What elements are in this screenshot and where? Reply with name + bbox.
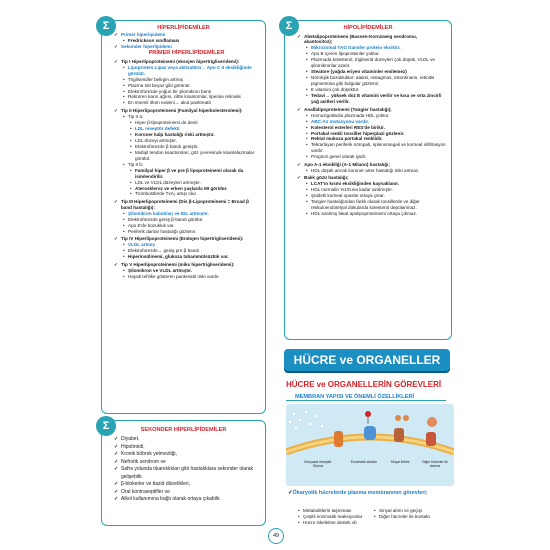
list-item: • Elektroforezde→ geniş pre β bandı [121,248,259,254]
list-item: • VLDL artmış [121,242,259,248]
list-item: • HDL düşük ancak koroner arter hastalığı riski artmaz. [304,168,446,174]
list-heading: ✓ Analfalipoproteinemi (Tangier hastalığı); [297,107,446,113]
list-item: • HDL normalin %10'una kadar azalmıştır. [304,187,446,193]
membrane-figure [286,404,454,486]
subsection-title: PRİMER HİPERLİPİDEMİLER [148,49,225,56]
list-item: • Diğer hücreler ile kontakt [372,514,454,520]
list-item: • Koroner kalp hastalığı riski artmıştır. [128,132,259,138]
figure-label: Enzimatik aktivite [350,460,378,464]
list-item: • Kolesterol esterleri RES'de birikir. [304,125,446,131]
section-heading: HÜCRE ve ORGANELLERİN GÖREVLERİ [286,380,442,389]
list-item: ✓ Safra yolunda tıkanıklıkları gibi hastalıklara sekonder olarak gelişebilir. [114,466,259,481]
list-heading: ✓ Tip II Hiperlipoproteinemi (Familyal hiperkolesterolemi): [114,108,259,114]
list-heading: ✓ Tip III Hiperlipoproteinemi (Dis β-Lipoproteinemi = Broad β band hastalığı): [114,199,259,211]
list-item: • Mikrozomal TAG transfer protein eksiktir. [304,45,446,51]
sekonder-box [101,420,266,526]
list-item: • Sinyal alımı ve geçişi [372,508,454,514]
list-item: ✓ Oral kontraseptifler ve [114,489,259,497]
list-item: • Şilomikron ve VLDL artmıştır. [121,268,259,274]
page-number: 49 [268,528,284,544]
list-item: • Familyal hiper β ve pre β lipoproteinemi olarak da isimlendirilir. [128,168,259,180]
list-item: • Rektal mukoza portakal renklidir. [304,136,446,142]
list-item: • Trombostlerde TxA₂ artışı olur. [128,191,259,197]
list-item: • Apo E'de bozukluk var. [121,223,259,229]
list-item: • Elektroforezde β bandı geniştir. [128,144,259,150]
list-item: • Çeşitli enzimatik reaksiyonlar [296,514,376,520]
figure-label: Diğer hücreler ile tanıma [422,460,448,468]
list-item: ✓ β-blokerler ve tiazid diüretikleri, [114,481,259,489]
list-item: • LDL düzeyi artmıştır. [128,138,259,144]
list-item: • Şilomikron kalıntıları ve IDL artmıştır. [121,211,259,217]
list-item: • Şiddetli korneal opasite ortaya çıkar. [304,193,446,199]
list-item: • Steatore (yağda eriyen vitaminler emilemez) [304,69,446,75]
chapter-banner: HÜCRE ve ORGANELLER [284,349,450,371]
list-item: • Ateroskleroz ve erken yaşlarda MI görülür. [128,186,259,192]
hiperlipidemiler-box [101,20,266,414]
list-item: • Fredrickson sınıflaması [121,38,259,44]
list-heading: ✓ Apo A-1 eksikliği (A-1 Milano) hastalığı; [297,162,446,168]
list-item: • Tedavi→ yüksek doz E vitamini verilir ve kısa ve orta zincirli yağ asitleri verilir. [304,93,446,105]
list-item: • E vitamini çok düşüktür. [304,87,446,93]
list-heading: ✓ Tip V Hiperlipoproteinemi (miks hipertrigliseridemi): [114,262,259,268]
list-item: • Tekrarlayan periferik nöropati, splenomegali ve korneal infiltrasyon vardır. [304,142,446,154]
list-item: • Plazmada kolesterol, trigliserid düzeyleri çok düşük, VLDL ve şilomikronlar azalır. [304,57,446,69]
membrane-illustration [286,404,454,486]
section-title: HİPOLİPİDEMİLER [343,25,393,31]
list-item: • Periferik damar hastalığı gözlenir. [121,229,259,235]
list-heading: ✓ Tip I Hiperlipoproteinemi (eksojen hipertrigliseridemi): [114,59,259,65]
list-item: • Tip II a; [121,114,259,120]
list-item: • En önemli ölüm nedeni→ akut pankreatit [121,100,259,106]
list-item: • Elektroforezde yoğun bir şilomikron bantı [121,89,259,95]
list-item: • Metabolitlerin taşınması [296,508,376,514]
book-icon: Σ [96,16,116,36]
figure-label: Kimyasal reseptör Glukoz [304,460,332,468]
section-title: HİPERLİPİDEMİLER [157,25,210,31]
list-item: • Hiperinsülinemi, glukoza tahammülsüzlük var. [121,254,259,260]
list-item: • Tip II b; [121,162,259,168]
list-item: • Hayati tehlike gösteren pankreatit riski vardır. [121,274,259,280]
list-item: • Homozigotlarda plazmada HDL yoktur. [304,113,446,119]
heading-rule [286,400,446,401]
book-icon: Σ [279,16,299,36]
list-heading: ✓ Abetalipoproteinemi (Bassen-Kornzweig sendromu, akantositoz); [297,34,446,46]
list-item: ✓ Hipotiroidi, [114,444,259,452]
list-heading: ✓ Balık gözü hastalığı; [297,175,446,181]
list-item: • Plazma süt beyaz gibi görünür. [121,83,259,89]
list-item: ✓ Kronik böbrek yetmezliği, [114,451,259,459]
book-icon: Σ [96,416,116,436]
list-item: • Lipoprotein Lipaz veya aktivatörü→ Apo C II eksikliğinde görülür. [121,65,259,77]
list-item: • ABC-A1 mutasyonu vardır. [304,119,446,125]
section-subheading: MEMBRAN YAPISI VE ÖNEMLİ ÖZELLİKLERİ [295,394,415,400]
list-item: • Nörolojik bozukluklar: ataksi, nistagmus, inkontinans, retinitis pigmentosa gibi bulgular gözlenir. [304,75,446,87]
list-item: • Elektroforezde geniş β-bandı görülür. [121,217,259,223]
list-item: ✓ Nefrotik sendrom ve [114,459,259,467]
list-item: • Trigliseridler belirgin artmış [121,77,259,83]
list-item: • Hiper β-lipoproteinemi de denir. [128,120,259,126]
list-item: • Apo B içeren lipoproteinler yoktur. [304,51,446,57]
list-item: • Rekürren karın ağrısı, ciltte ksantomlar, lipemia retinalis [121,94,259,100]
list-item: • LDL reseptör defekti [128,126,259,132]
list-item: • Prognoz genel olarak iyidir. [304,154,446,160]
figure-label: Sinyal iletimi [390,460,410,464]
list-item: • Hücre iskeletine destek vb [296,520,376,526]
membrane-intro: ✓Ökaryotik hücrelerde plazma membranının görevleri; [288,490,428,496]
list-item: • LDL ve VLDL düzeyleri artmıştır. [128,180,259,186]
list-item: • Tangier hastalığından farklı olarak tonsillerde ve diğer retikuloendotelyal dokularda kolesterol depolanmaz. [304,199,446,211]
section-title: SEKONDER HİPERLİPİDEMİLER [140,427,227,433]
list-item: ✓ Primer hiperlipidemi [114,32,259,38]
list-item: ✓ Alkol kullanımına bağlı olarak ortaya çıkabilir. [114,496,259,504]
list-item: • Portakal renkli tonsiller hiperplazi gözlenir. [304,131,446,137]
list-item: ✓ Sekonder hiperlipidemi [114,44,259,50]
list-item: • LCAT'ın kısmi eksikliğinden kaynaklanır. [304,181,446,187]
list-item: • Multipl tendon ksantomları, göz çevresinde ksantelazmalar görülür. [128,150,259,162]
list-item: ✓ Diyabet, [114,436,259,444]
list-item: • HDL azalmış fakat apolipoproteinemi ortaya çıkmaz. [304,211,446,217]
list-heading: ✓ Tip IV Hiperlipoproteinemi (Endojen hipertrigliseridemi): [114,236,259,242]
hipolipidemiler-box [284,20,452,340]
